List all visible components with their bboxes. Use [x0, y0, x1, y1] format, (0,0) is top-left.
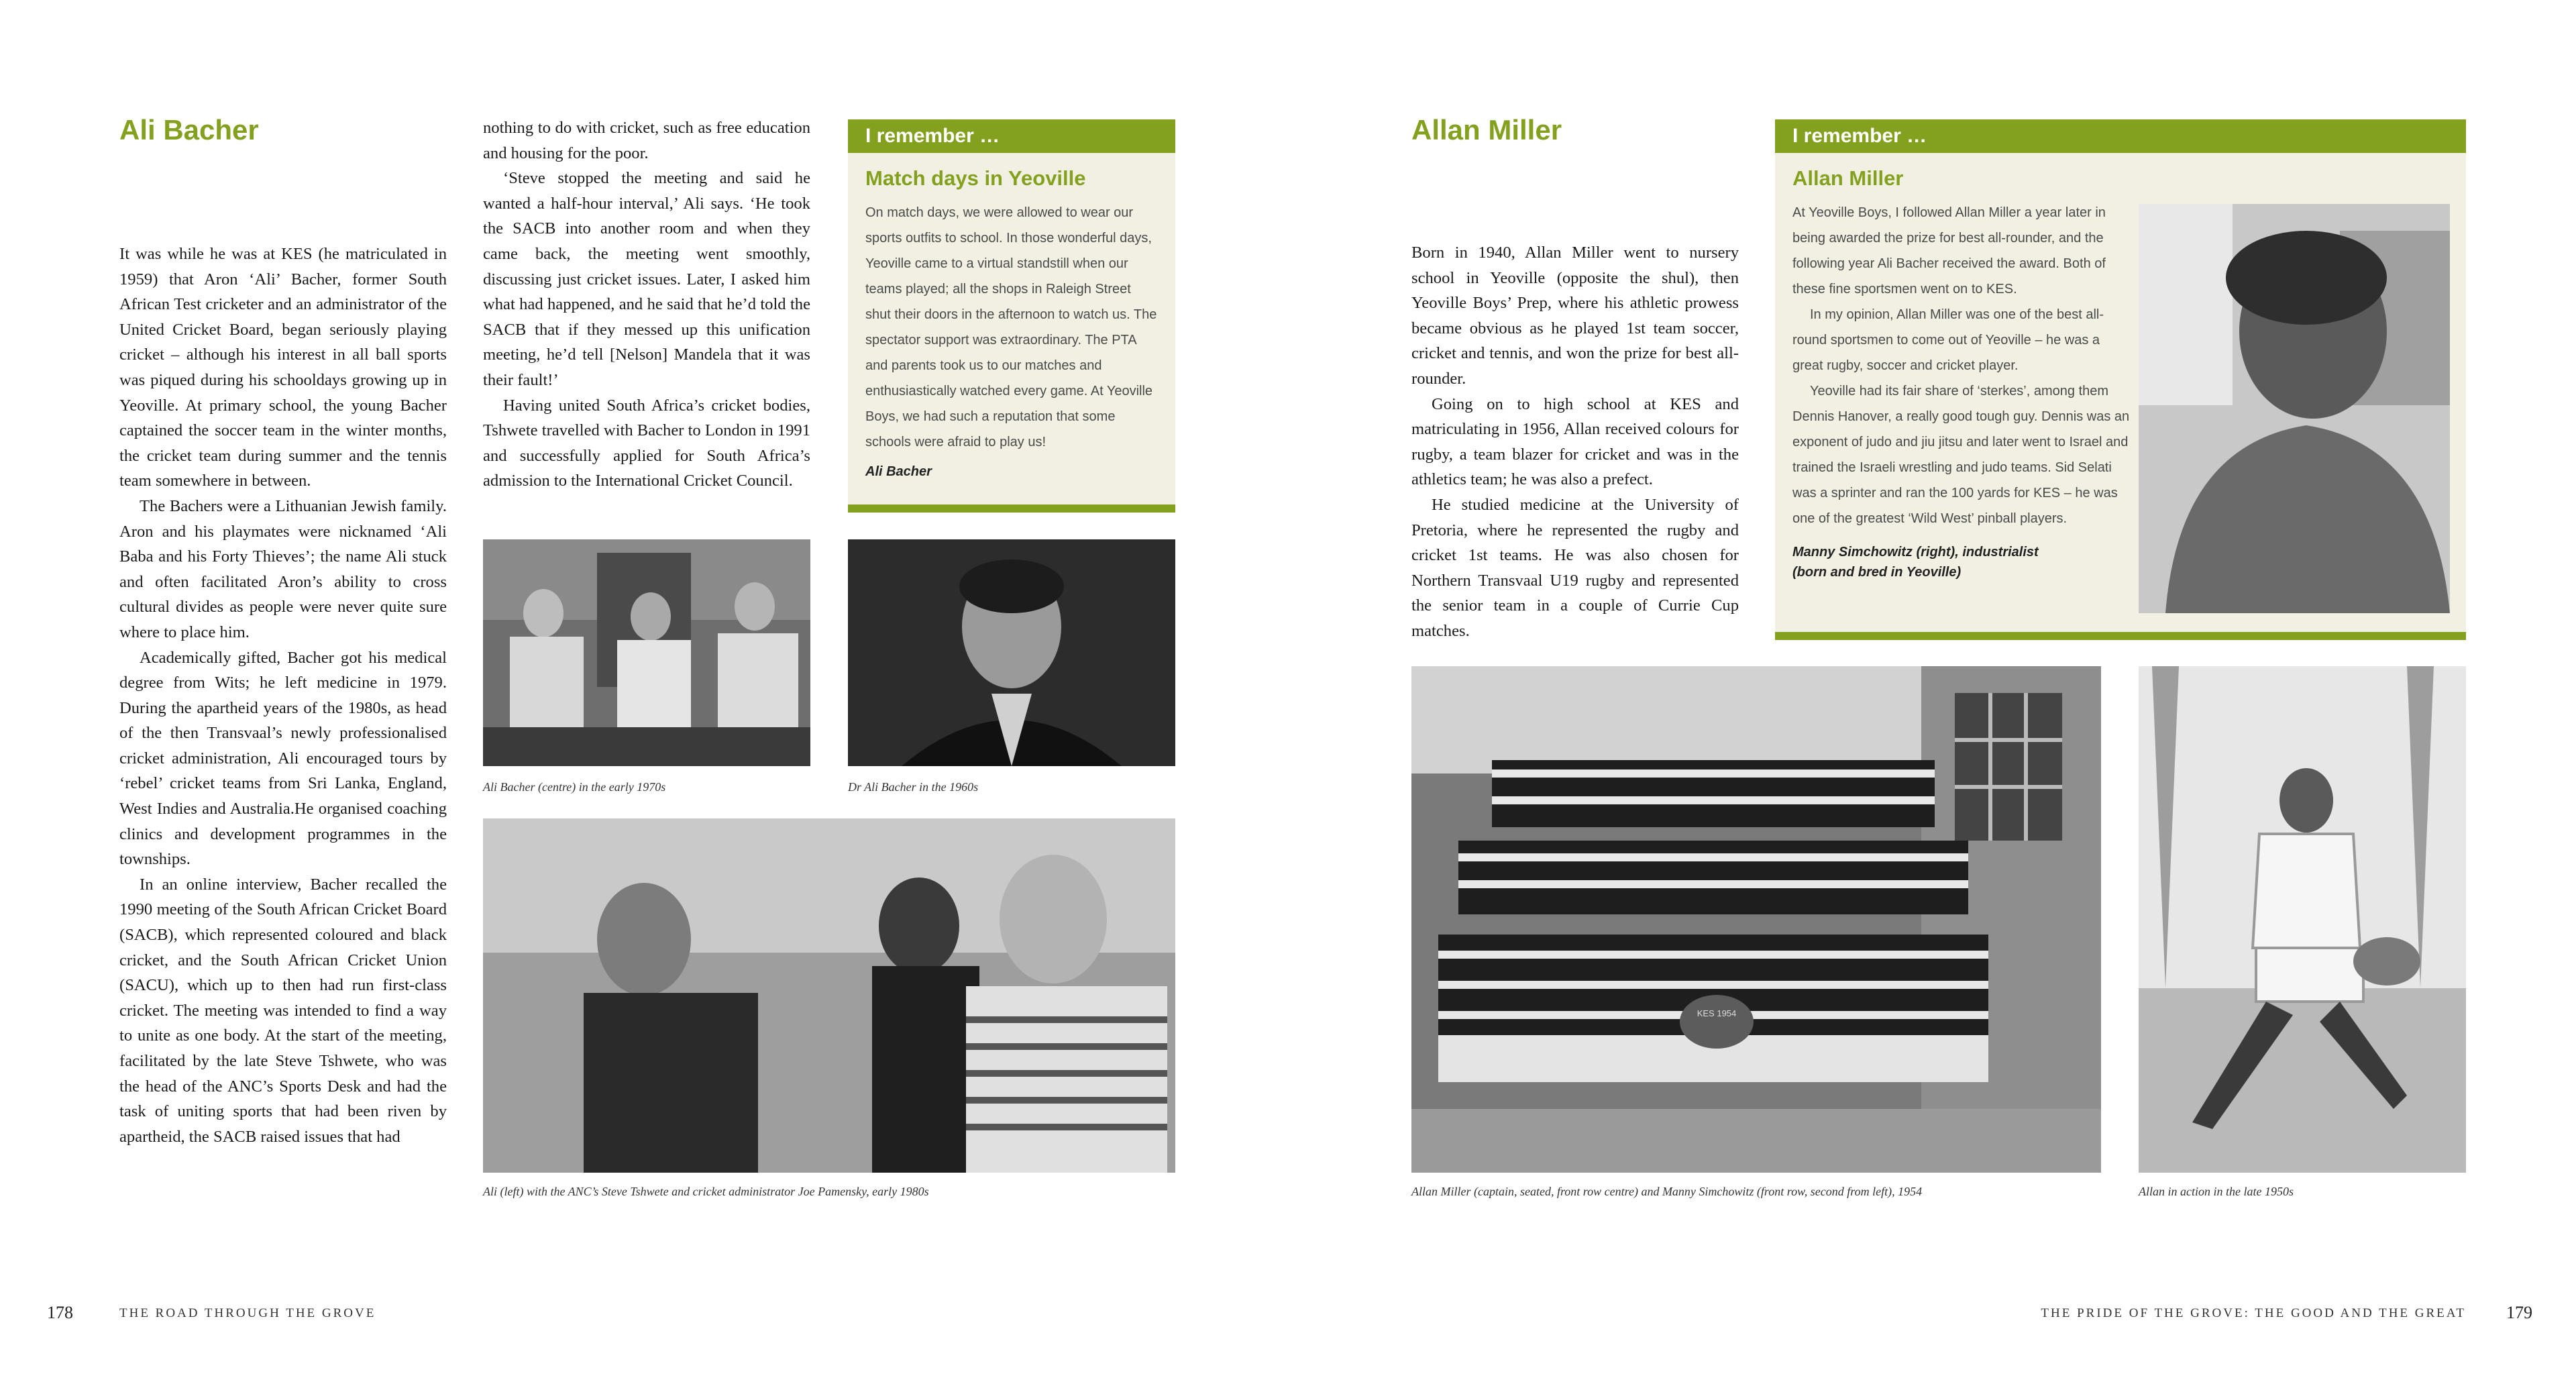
remember-box-rule	[848, 504, 1175, 513]
caption-team-photo: Allan Miller (captain, seated, front row centre) and Manny Simchowitz (front row, second from left), 1954	[1411, 1185, 1923, 1198]
folio-left: 178	[47, 1303, 73, 1322]
paragraph: At Yeoville Boys, I followed Allan Miller a year later in being awarded the prize for best all-rounder, and the following year Ali Bacher received the award. Both of these fine sportsmen went on to KES.	[1792, 205, 2106, 297]
paragraph: He studied medicine at the University of Pretoria, where he represented the rugby and cricket 1st teams. He was also chosen for Northern Transvaal U19 rugby and represented the senior team in a couple of Currie Cup matches.	[1411, 495, 1739, 640]
paragraph: nothing to do with cricket, such as free education and housing for the poor.	[483, 119, 810, 162]
paragraph: Born in 1940, Allan Miller went to nursery school in Yeoville (opposite the shul), then Yeoville Boys’ Prep, where his athletic prowess became obvious as he played 1st team soccer, cricket and tennis, and won the prize for best all-rounder.	[1411, 244, 1739, 388]
running-head-left: THE ROAD THROUGH THE GROVE	[119, 1306, 376, 1320]
paragraph: In an online interview, Bacher recalled the 1990 meeting of the South African Cricket Board (SACB), which represented coloured and black cricket, and the South African Cricket Union (SACU), which up to then had run first-class cricket. The meeting was intended to find a way to unite as one body. At the start of the meeting, facilitated by the late Steve Tshwete, who was the head of the ANC’s Sports Desk and had the task of uniting sports that had been riven by apartheid, the SACB raised issues that had	[119, 875, 447, 1146]
photo-dr-ali-bacher	[848, 539, 1175, 766]
remember-box-text	[1775, 191, 2133, 531]
signature-line: (born and bred in Yeoville)	[1792, 565, 1962, 580]
remember-box-header: I remember …	[1775, 119, 2466, 153]
ali-bacher-column-2	[483, 115, 810, 494]
caption-action-photo: Allan in action in the late 1950s	[2139, 1185, 2294, 1198]
remember-box-rule	[1775, 632, 2466, 640]
signature-line: Manny Simchowitz (right), industrialist	[1792, 545, 2039, 560]
caption-photo-1: Ali Bacher (centre) in the early 1970s	[483, 780, 666, 794]
paragraph: The Bachers were a Lithuanian Jewish family. Aron and his playmates were nicknamed ‘Ali Baba and his Forty Thieves’; the name Ali stuck and often facilitated Aron’s ability to cross cultural divides as people were never quite sure where to place him.	[119, 496, 447, 641]
paragraph: Going on to high school at KES and matriculating in 1956, Allan received colours for rugby, a team blazer for cricket and was in the athletics team; he was also a prefect.	[1411, 394, 1739, 489]
paragraph: In my opinion, Allan Miller was one of the best all-round sportsmen to come out of Yeoville – he was a great rugby, soccer and cricket player.	[1792, 307, 2104, 373]
remember-box-text	[848, 191, 1175, 455]
paragraph: Yeoville had its fair share of ‘sterkes’, among them Dennis Hanover, a really good tough guy. Dennis was an exponent of judo and jiu jitsu and later went to Israel and trained the Israeli wrestling and judo teams. Sid Selati was a sprinter and ran the 100 yards for KES – he was one of the greatest ‘Wild West’ pinball players.	[1792, 384, 2130, 526]
remember-box-match-days	[848, 119, 1175, 513]
remember-box-subtitle: Match days in Yeoville	[865, 166, 1086, 190]
paragraph: Academically gifted, Bacher got his medical degree from Wits; he left medicine in 1979. During the apartheid years of the 1980s, as head of the then Transvaal’s newly professionalised cricket administration, Ali encouraged tours by ‘rebel’ cricket teams from Sri Lanka, England, West Indies and Australia.He organised coaching clinics and development programmes in the townships.	[119, 648, 447, 869]
ali-bacher-column-1	[119, 242, 447, 1149]
photo-ali-tshwete-pamensky	[483, 818, 1175, 1173]
paragraph: ‘Steve stopped the meeting and said he wanted a half-hour interval,’ Ali says. ‘He took the SACB into another room and when they came back, the meeting went smoothly, discussing just cricket issues. Later, I asked him what had happened, and he said that he’d told the SACB that if they messed up this unification meeting, he’d tell [Nelson] Mandela that it was their fault!’	[483, 169, 810, 389]
running-head-right: THE PRIDE OF THE GROVE: THE GOOD AND THE GREAT	[2041, 1306, 2466, 1320]
remember-box-subtitle: Allan Miller	[1792, 166, 1904, 190]
paragraph: Having united South Africa’s cricket bodies, Tshwete travelled with Bacher to London in 1991 and successfully applied for South Africa’s admission to the International Cricket Council.	[483, 396, 810, 490]
photo-allan-in-action	[2139, 666, 2466, 1173]
caption-photo-3: Ali (left) with the ANC’s Steve Tshwete and cricket administrator Joe Pamensky, early 1980s	[483, 1185, 929, 1198]
rugby-ball-label: KES 1954	[1697, 1008, 1737, 1018]
page-title-ali-bacher: Ali Bacher	[119, 114, 259, 146]
allan-miller-column-1	[1411, 240, 1739, 644]
photo-rugby-team-1954	[1411, 666, 2101, 1173]
caption-photo-2: Dr Ali Bacher in the 1960s	[848, 780, 979, 794]
photo-manny-simchowitz	[2139, 204, 2450, 613]
remember-box-header: I remember …	[848, 119, 1175, 153]
remember-box-signature: Ali Bacher	[865, 464, 932, 479]
page-title-allan-miller: Allan Miller	[1411, 114, 1562, 146]
paragraph: It was while he was at KES (he matriculated in 1959) that Aron ‘Ali’ Bacher, former South African Test cricketer and an administrator of the United Cricket Board, began seriously playing cricket – although his interest in all ball sports was piqued during his schooldays growing up in Yeoville. At primary school, the young Bacher captained the soccer team in the winter months, the cricket team during summer and the tennis team somewhere in between.	[119, 245, 447, 490]
photo-ali-bacher-1970s	[483, 539, 810, 766]
remember-box-allan-miller	[1775, 119, 2466, 640]
paragraph: On match days, we were allowed to wear our sports outfits to school. In those wonderful days, Yeoville came to a virtual standstill when our teams played; all the shops in Raleigh Street shut their doors in the afternoon to watch us. The spectator support was extraordinary. The PTA and parents took us to our matches and enthusiastically watched every game. At Yeoville Boys, we had such a reputation that some schools were afraid to play us!	[865, 205, 1157, 449]
folio-right: 179	[2506, 1303, 2532, 1322]
